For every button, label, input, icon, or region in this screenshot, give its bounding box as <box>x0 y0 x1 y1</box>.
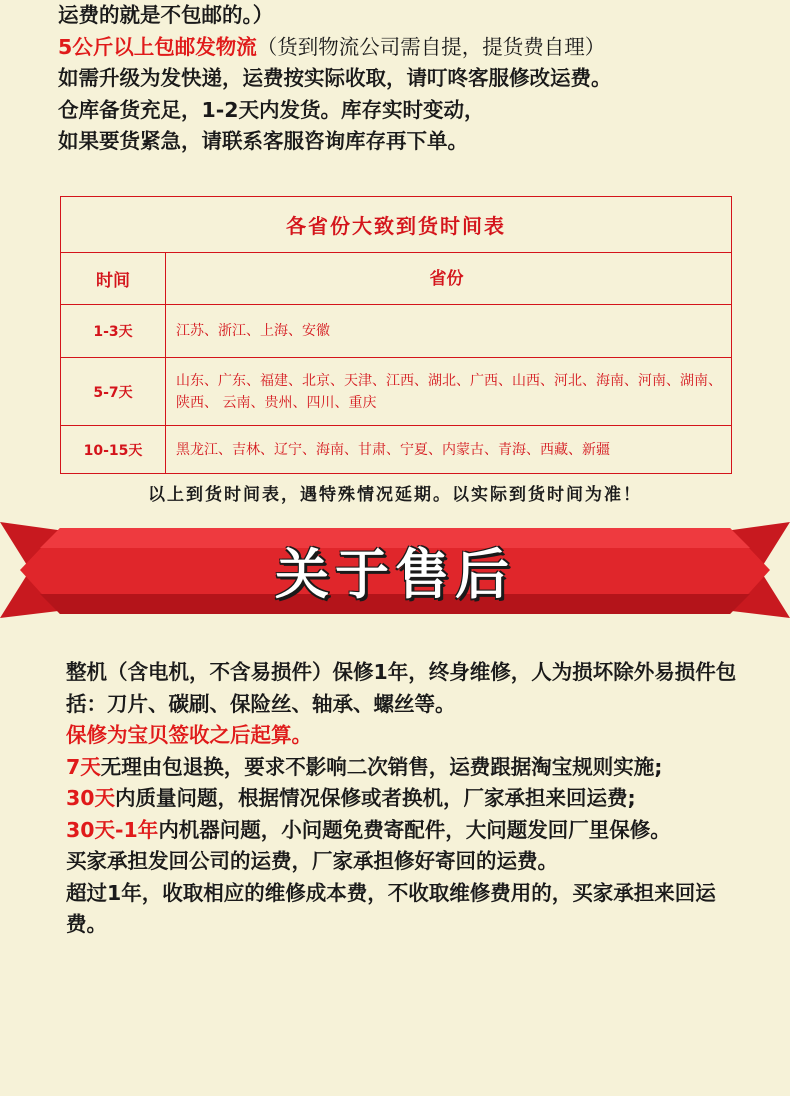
shipping-info <box>58 0 758 158</box>
header-province: 省份 <box>429 268 464 289</box>
policy-over-1-year: 超过1年，收取相应的维修成本费，不收取维修费用的，买家承担来回运费。 <box>66 880 716 936</box>
policy-30-days-text: 内质量问题，根据情况保修或者换机，厂家承担来回运费; <box>115 786 636 810</box>
policy-30d-1y <box>66 815 756 847</box>
shipping-line-4: 仓库备货充足，1-2天内发货。库存实时变动， <box>58 97 485 122</box>
row-provinces: 黑龙江、吉林、辽宁、海南、甘肃、宁夏、内蒙古、青海、西藏、新疆 <box>176 441 610 458</box>
policy-7-days <box>66 752 756 784</box>
table-row <box>61 358 731 426</box>
highlight-30d-1y: 30天-1年 <box>66 817 159 842</box>
banner-title: 关于售后 <box>275 542 515 606</box>
table-row <box>61 305 731 358</box>
header-time: 时间 <box>61 253 166 304</box>
highlight-7-days: 7天 <box>66 754 101 779</box>
shipping-line-2-rest: （货到物流公司需自提，提货费自理） <box>256 34 606 59</box>
shipping-line-1: 运费的就是不包邮的。） <box>58 3 274 27</box>
table-row <box>61 426 731 473</box>
shipping-line-3: 如需升级为发快递，运费按实际收取，请叮咚客服修改运费。 <box>58 66 612 90</box>
delivery-note: 以上到货时间表，遇特殊情况延期。以实际到货时间为准！ <box>148 485 642 505</box>
after-sales-policy <box>66 657 756 941</box>
policy-30d-1y-text: 内机器问题，小问题免费寄配件，大问题发回厂里保修。 <box>158 817 671 842</box>
table-header-row <box>61 253 731 305</box>
policy-7-days-text: 无理由包退换，要求不影响二次销售，运费跟据淘宝规则实施; <box>100 754 663 779</box>
policy-shipping-cost: 买家承担发回公司的运费，厂家承担修好寄回的运费。 <box>66 849 558 873</box>
policy-start: 保修为宝贝签收之后起算。 <box>66 723 312 747</box>
shipping-line-5: 如果要货紧急，请联系客服咨询库存再下单。 <box>58 129 468 153</box>
row-time: 10-15天 <box>61 426 166 473</box>
table-title: 各省份大致到货时间表 <box>61 197 731 253</box>
highlight-30-days: 30天 <box>66 786 116 810</box>
row-time: 1-3天 <box>61 305 166 357</box>
delivery-time-table <box>60 196 732 474</box>
policy-30-days <box>66 783 756 815</box>
policy-warranty: 整机（含电机，不含易损件）保修1年，终身维修，人为损坏除外易损件包括：刀片、碳刷、保险丝、轴承、螺丝等。 <box>66 660 737 716</box>
row-provinces: 山东、广东、福建、北京、天津、江西、湖北、广西、山西、河北、海南、河南、湖南、陕西、 云南、贵州、四川、重庆 <box>176 372 722 411</box>
free-shipping-highlight: 5公斤以上包邮发物流 <box>58 34 257 59</box>
row-provinces: 江苏、浙江、上海、安徽 <box>176 323 330 339</box>
row-time: 5-7天 <box>61 358 166 425</box>
shipping-line-2 <box>58 32 758 64</box>
